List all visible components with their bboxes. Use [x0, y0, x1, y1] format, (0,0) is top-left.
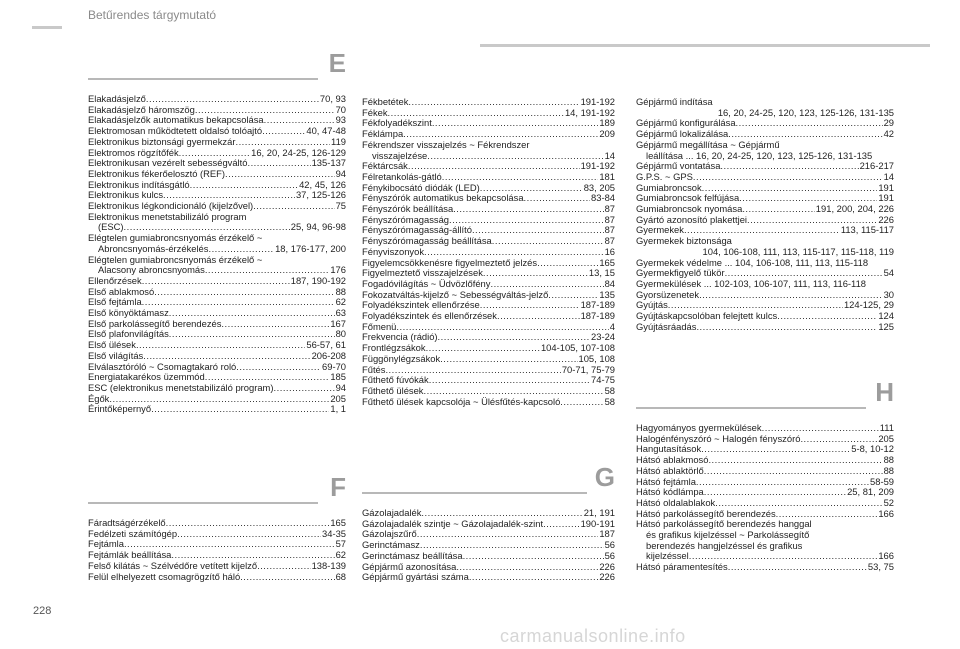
entry-pages: 205 [330, 392, 346, 404]
entry-term: Fejtámla [88, 538, 124, 550]
entry-pages: 226 [599, 571, 615, 583]
dot-leader [449, 215, 604, 226]
index-column-2-g [362, 462, 615, 583]
index-entry [88, 529, 346, 540]
entry-pages: 62 [335, 296, 346, 308]
dot-leader [728, 562, 867, 573]
dot-leader [417, 529, 599, 540]
dot-leader [151, 404, 329, 415]
entry-pages: 88 [883, 454, 894, 466]
entry-pages: 167 [330, 317, 346, 329]
dot-leader [166, 518, 330, 529]
entry-term: Gépjármű lokalizálása [636, 128, 729, 140]
entry-pages: 191, 200, 204, 226 [815, 203, 894, 215]
index-column-1-f [88, 472, 346, 582]
entry-pages: 187 [599, 528, 615, 540]
entry-pages: 70-71, 75-79 [561, 363, 615, 375]
dot-leader [142, 297, 335, 308]
dot-leader [190, 180, 298, 191]
entry-term: Gyújtásráadás [636, 320, 697, 332]
entry-term: Elektromosan működtetett oldalsó tolóajtó [88, 125, 263, 137]
entry-term: Figyelmeztető visszajelzések [362, 267, 483, 279]
entry-term: Gumiabroncsok felfújása [636, 192, 740, 204]
index-entry [362, 551, 615, 562]
entry-term: Gyermekfigyelő tükör [636, 267, 725, 279]
entry-pages: 56 [604, 539, 615, 551]
header-bar-right [480, 44, 930, 47]
index-entry [362, 572, 615, 583]
dot-leader [240, 572, 334, 583]
entry-term: Fűtés [362, 363, 386, 375]
entry-term: Fejtámlák beállítása [88, 549, 172, 561]
entry-pages: 16, 20, 24-25, 126-129 [251, 146, 346, 158]
entry-pages: 166 [878, 550, 894, 562]
entry-term: Hangutasítások [636, 443, 702, 455]
entry-pages: 4 [609, 320, 615, 332]
entry-term: Abroncsnyomás-érzékelés [98, 242, 209, 254]
entry-term: Fűthető ülések [362, 384, 424, 396]
header-bar-left [32, 26, 62, 29]
entry-term: Elektronikus légkondicionáló (kijelzővel) [88, 200, 254, 212]
entry-pages: 34-35 [322, 527, 346, 539]
entry-term: Gyártó azonosító plakettjei [636, 213, 747, 225]
entry-term: Gyermekek [636, 224, 684, 236]
entry-term: Első ablakmosó [88, 285, 155, 297]
dot-leader [208, 244, 274, 255]
entry-term: Hátsó ablakmosó [636, 454, 709, 466]
entry-term: Folyadékszintek és ellenőrzések [362, 310, 497, 322]
entry-term: Folyadékszintek ellenőrzése [362, 299, 480, 311]
entry-term: Első parkolássegítő berendezés [88, 317, 222, 329]
dot-leader [693, 172, 883, 183]
index-entry [636, 466, 894, 477]
entry-term: Fényszórómagasság beállítása [362, 235, 492, 247]
section-letter: F [330, 472, 346, 502]
dot-leader [704, 487, 846, 498]
entry-pages: 125 [878, 320, 894, 332]
index-column-3 [636, 97, 894, 332]
dot-leader [262, 126, 305, 137]
entry-pages: 124 [878, 310, 894, 322]
entry-term: Gumiabroncsok [636, 181, 702, 193]
dot-leader [432, 118, 599, 129]
entry-term: Fűthető fúvókák [362, 374, 429, 386]
entry-pages: 57 [335, 538, 346, 550]
entry-pages: 52 [883, 496, 894, 508]
entry-pages: 40, 47-48 [306, 125, 346, 137]
index-entry: Gyermekek biztonsága [636, 235, 732, 247]
entry-term: Főmenü [362, 320, 397, 332]
entry-term: Első könyöktámasz [88, 307, 169, 319]
entry-term: Függönylégzsákok [362, 352, 441, 364]
entry-term: Gázolajadalék [362, 507, 422, 518]
entry-pages: 191-192 [580, 96, 615, 107]
entry-term: Fényszórók automatikus bekapcsolása [362, 192, 524, 204]
entry-pages: 187-189 [580, 299, 615, 311]
entry-term: Gyorsüzenetek [636, 288, 700, 300]
index-entry: Fékrendszer visszajelzés ~ Fékrendszer [362, 138, 530, 150]
entry-pages: 93 [335, 114, 346, 126]
entry-pages: 83-84 [591, 192, 615, 204]
entry-term: Gyújtáskapcsolóban felejtett kulcs [636, 310, 778, 322]
entry-pages: 104-105, 107-108 [540, 342, 615, 354]
dot-leader [701, 444, 850, 455]
entry-term: kijelzéssel [646, 550, 689, 562]
entry-term: Érintőképernyő [88, 403, 152, 415]
section-header-f [88, 472, 346, 512]
dot-leader [456, 562, 598, 573]
entry-pages: 189 [599, 117, 615, 129]
entry-term: Fokozatváltás-kijelző ~ Sebességváltás-jelző [362, 288, 549, 300]
index-column-2 [362, 97, 615, 407]
entry-term: Gyújtás [636, 299, 668, 311]
entry-pages: 88 [883, 464, 894, 476]
entry-pages: 70, 93 [319, 93, 346, 104]
entry-pages: 138-139 [311, 559, 346, 571]
dot-leader [424, 247, 604, 258]
section-divider [636, 407, 866, 409]
entry-pages: 226 [878, 213, 894, 225]
entry-pages: 84 [604, 277, 615, 289]
entry-term: Felső kilátás ~ Szélvédőre vetített kijelző [88, 559, 258, 571]
entry-term: Fényszórómagasság [362, 213, 450, 225]
dot-leader [704, 466, 883, 477]
header-title: Betűrendes tárgymutató [88, 8, 217, 22]
entry-term: Elektronikusan vezérelt sebességváltó [88, 157, 248, 169]
index-entry: Hátsó parkolássegítő berendezés hanggal [636, 518, 812, 530]
dot-leader [469, 572, 599, 583]
entry-term: (ESC) [98, 221, 124, 233]
dot-leader [235, 137, 330, 148]
entry-term: Elválasztóróló ~ Csomagtakaró roló [88, 360, 237, 372]
index-entry: berendezés hangjelzéssel és grafikus [646, 539, 803, 551]
index-entry: Elektronikus menetstabilizáló program [88, 210, 247, 222]
entry-pages: 209 [599, 128, 615, 140]
entry-pages: 226 [599, 560, 615, 572]
entry-pages: 29 [883, 117, 894, 129]
dot-leader [742, 204, 814, 215]
entry-term: Gépjármű azonosítása [362, 560, 457, 572]
entry-term: Gépjármű vontatása [636, 160, 721, 172]
entry-pages: 105, 108 [578, 352, 615, 364]
entry-pages: 21, 191 [583, 507, 615, 518]
entry-term: Alacsony abroncsnyomás [98, 264, 205, 276]
entry-pages: 13, 15 [588, 267, 615, 279]
dot-leader [696, 477, 869, 488]
section-h-entries [636, 423, 894, 573]
entry-term: Fogadóvilágítás ~ Üdvözlőfény [362, 277, 491, 289]
dot-leader [497, 311, 580, 322]
dot-leader [736, 118, 883, 129]
entry-pages: 113, 115-117 [840, 224, 894, 236]
entry-term: Gumiabroncsok nyomása [636, 203, 743, 215]
index-entry [88, 383, 346, 394]
entry-term: Hátsó fejtámla [636, 475, 696, 487]
index-entry: 16, 20, 24-25, 120, 123, 125-126, 131-135 [717, 106, 894, 118]
entry-pages: 205 [878, 432, 894, 444]
entry-pages: 80 [335, 328, 346, 340]
section-divider [362, 492, 587, 494]
entry-pages: 53, 75 [867, 561, 894, 573]
entry-term: ESC (elektronikus menetstabilizáló program) [88, 381, 274, 393]
entry-pages: 206-208 [311, 349, 346, 361]
entry-pages: 176 [330, 264, 346, 276]
entry-term: Ellenőrzések [88, 274, 142, 286]
section-header-e [88, 48, 346, 88]
index-entry [362, 354, 615, 365]
dot-leader [440, 354, 577, 365]
entry-term: Első plafonvilágítás [88, 328, 169, 340]
index-column-3-h [636, 377, 894, 573]
dot-leader [543, 519, 580, 530]
entry-term: Elektronikus fékerőelosztó (REF) [88, 167, 226, 179]
index-entry: Elégtelen gumiabroncsnyomás érzékelő ~ [88, 232, 263, 244]
entry-pages: 37, 125-126 [295, 189, 346, 201]
entry-term: Fékek [362, 106, 388, 118]
dot-leader [247, 158, 310, 169]
entry-term: Gázolajadalék szintje ~ Gázolajadalék-szint [362, 517, 544, 529]
index-entry: és grafikus kijelzéssel ~ Parkolássegítő [646, 529, 810, 541]
entry-pages: 190-191 [580, 517, 615, 529]
entry-term: Elektromos rögzítőfék [88, 146, 179, 158]
dot-leader [274, 383, 335, 394]
index-entry [88, 244, 346, 255]
dot-leader [453, 204, 603, 215]
entry-pages: 58 [604, 384, 615, 396]
entry-pages: 69-70 [322, 360, 346, 372]
entry-pages: 74-75 [591, 374, 615, 386]
dot-leader [463, 551, 604, 562]
entry-pages: 14, 191-192 [564, 106, 615, 118]
entry-pages: 165 [330, 517, 346, 528]
dot-leader [524, 193, 590, 204]
index-entry: Gépjármű indítása [636, 96, 713, 107]
dot-leader [257, 561, 311, 572]
dot-leader [708, 455, 882, 466]
entry-term: Elakadásjelző [88, 93, 146, 104]
entry-pages: 165 [599, 256, 615, 268]
index-entry [362, 247, 615, 258]
dot-leader [253, 201, 334, 212]
entry-term: Fékfolyadékszint [362, 117, 432, 129]
entry-pages: 16 [604, 245, 615, 257]
index-entry [88, 572, 346, 583]
entry-pages: 216-217 [859, 160, 894, 172]
entry-pages: 87 [604, 235, 615, 247]
entry-term: Gerinctámasz beállítása [362, 549, 463, 561]
entry-term: Hátsó parkolássegítő berendezés [636, 507, 776, 519]
entry-pages: 18, 176-177, 200 [275, 242, 346, 254]
entry-pages: 62 [335, 549, 346, 561]
index-entry [362, 397, 615, 408]
entry-term: Elakadásjelző háromszög [88, 103, 195, 115]
entry-term: Féklámpa [362, 128, 404, 140]
entry-term: G.P.S. ~ GPS [636, 170, 693, 182]
entry-pages: 1, 1 [330, 403, 346, 415]
index-entry: Gyermekek védelme ... 104, 106-108, 111, 113, 115-118 [636, 256, 869, 268]
entry-pages: 181 [599, 170, 615, 182]
section-e-entries [88, 94, 346, 415]
entry-term: Fedélzeti számítógép [88, 527, 178, 539]
entry-term: Fűthető ülések kapcsolója ~ Ülésfűtés-kapcsoló [362, 395, 561, 407]
index-entry [88, 351, 346, 362]
index-entry: 104, 106-108, 111, 113, 115-117, 115-118, 119 [702, 245, 894, 257]
entry-pages: 75 [335, 200, 346, 212]
entry-pages: 58 [604, 395, 615, 407]
section-letter: G [594, 462, 615, 492]
dot-leader [720, 161, 858, 172]
dot-leader [426, 343, 540, 354]
entry-pages: 87 [604, 224, 615, 236]
entry-term: Energiatakarékos üzemmód [88, 371, 205, 383]
dot-leader [427, 151, 603, 162]
entry-term: Első világítás [88, 349, 144, 361]
entry-term: Félretankolás-gátló [362, 170, 442, 182]
entry-pages: 5-8, 10-12 [851, 443, 894, 455]
entry-term: Hátsó ablaktörlő [636, 464, 704, 476]
section-g-continued-entries [636, 97, 894, 332]
dot-leader [142, 276, 290, 287]
entry-pages: 191 [878, 192, 894, 204]
dot-leader [777, 311, 877, 322]
page-number: 228 [33, 605, 52, 617]
index-entry [88, 404, 346, 415]
entry-pages: 166 [878, 507, 894, 519]
index-entry [88, 561, 346, 572]
entry-pages: 25, 94, 96-98 [290, 221, 346, 233]
entry-pages: 23-24 [591, 331, 615, 343]
entry-term: Hátsó páramentesítés [636, 561, 728, 573]
dot-leader [429, 375, 590, 386]
entry-pages: 56-57, 61 [306, 339, 346, 351]
entry-term: Gépjármű konfigurálása [636, 117, 736, 129]
dot-leader [154, 287, 334, 298]
entry-pages: 135-137 [311, 157, 346, 169]
entry-pages: 187-189 [580, 310, 615, 322]
entry-pages: 87 [604, 203, 615, 215]
entry-pages: 83, 205 [583, 181, 615, 193]
index-entry: leállítása ... 16, 20, 24-25, 120, 123, 125-126, 131-135 [646, 149, 873, 161]
dot-leader [696, 322, 877, 333]
entry-term: Fáradtságérzékelő [88, 517, 166, 528]
entry-term: Hátsó oldalablakok [636, 496, 716, 508]
entry-term: Frontlégzsákok [362, 342, 426, 354]
dot-leader [143, 351, 310, 362]
entry-term: Hátsó kódlámpa [636, 486, 704, 498]
entry-pages: 68 [335, 570, 346, 582]
entry-pages: 135 [599, 288, 615, 300]
entry-pages: 94 [335, 167, 346, 179]
index-entry [636, 322, 894, 333]
section-g-entries [362, 508, 615, 583]
entry-term: Hagyományos gyermekülések [636, 422, 762, 433]
entry-pages: 94 [335, 381, 346, 393]
entry-term: Elektronikus biztonsági gyermekzár [88, 135, 236, 147]
section-header-h [636, 377, 894, 417]
index-entry [88, 137, 346, 148]
index-entry [636, 562, 894, 573]
index-entry [362, 311, 615, 322]
entry-pages: 25, 81, 209 [847, 486, 894, 498]
entry-term: Fényviszonyok [362, 245, 425, 257]
dot-leader [408, 97, 579, 108]
entry-pages: 88 [335, 285, 346, 297]
entry-pages: 185 [330, 371, 346, 383]
entry-term: Gerinctámasz [362, 539, 420, 551]
watermark: carmanualsonline.info [500, 626, 686, 646]
entry-term: Halogénfényszóró ~ Halogén fényszóró [636, 432, 801, 444]
entry-term: Fékbetétek [362, 96, 409, 107]
entry-term: Elektronikus indításgátló [88, 178, 190, 190]
index-entry: Elégtelen gumiabroncsnyomás érzékelő ~ [88, 253, 263, 265]
entry-term: Első fejtámla [88, 296, 142, 308]
entry-pages: 70 [335, 103, 346, 115]
section-letter: H [875, 377, 894, 407]
section-f-continued-entries [362, 97, 615, 407]
entry-term: Első ülések [88, 339, 136, 351]
entry-pages: 42, 45, 126 [299, 178, 346, 190]
section-divider [88, 502, 318, 504]
entry-pages: 14 [604, 149, 615, 161]
entry-term: visszajelzése [372, 149, 428, 161]
dot-leader [177, 529, 321, 540]
entry-term: Frekvencia (rádió) [362, 331, 438, 343]
entry-pages: 63 [335, 307, 346, 319]
dot-leader [136, 340, 305, 351]
entry-pages: 42 [883, 128, 894, 140]
dot-leader [560, 397, 603, 408]
entry-pages: 30 [883, 288, 894, 300]
dot-leader [483, 268, 588, 279]
entry-pages: 111 [879, 422, 894, 433]
entry-pages: 54 [883, 267, 894, 279]
entry-pages: 58-59 [870, 475, 894, 487]
dot-leader [492, 236, 604, 247]
index-entry: Gépjármű megállítása ~ Gépjármű [636, 138, 780, 150]
entry-pages: 187, 190-192 [290, 274, 346, 286]
dot-leader [236, 362, 321, 373]
entry-term: Elakadásjelzők automatikus bekapcsolása [88, 114, 264, 126]
dot-leader [221, 319, 329, 330]
entry-term: Fényszórómagasság-állító [362, 224, 472, 236]
entry-term: Gázolajszűrő [362, 528, 417, 540]
entry-term: Gépjármű gyártási száma [362, 571, 469, 583]
index-entry: Gyermekülések ... 102-103, 106-107, 111, 113, 116-118 [636, 277, 867, 289]
entry-term: Fénykibocsátó diódák (LED) [362, 181, 480, 193]
section-f-entries [88, 518, 346, 582]
entry-term: Elektronikus kulcs [88, 189, 164, 201]
entry-pages: 56 [604, 549, 615, 561]
section-divider [88, 78, 318, 80]
entry-pages: 191-192 [580, 160, 615, 172]
entry-term: Fényszórók beállítása [362, 203, 454, 215]
index-column-1 [88, 48, 346, 415]
entry-term: Figyelemcsökkenésre figyelmeztető jelzés [362, 256, 538, 268]
section-letter: E [328, 48, 346, 78]
entry-pages: 191 [878, 181, 894, 193]
entry-pages: 124-125, 29 [843, 299, 894, 311]
entry-pages: 87 [604, 213, 615, 225]
entry-pages: 119 [331, 135, 346, 147]
entry-term: Féktárcsák [362, 160, 408, 172]
section-header-g [362, 462, 615, 502]
entry-pages: 14 [883, 170, 894, 182]
entry-term: Égők [88, 392, 110, 404]
entry-term: Felül elhelyezett csomagrögzítő háló [88, 570, 241, 582]
